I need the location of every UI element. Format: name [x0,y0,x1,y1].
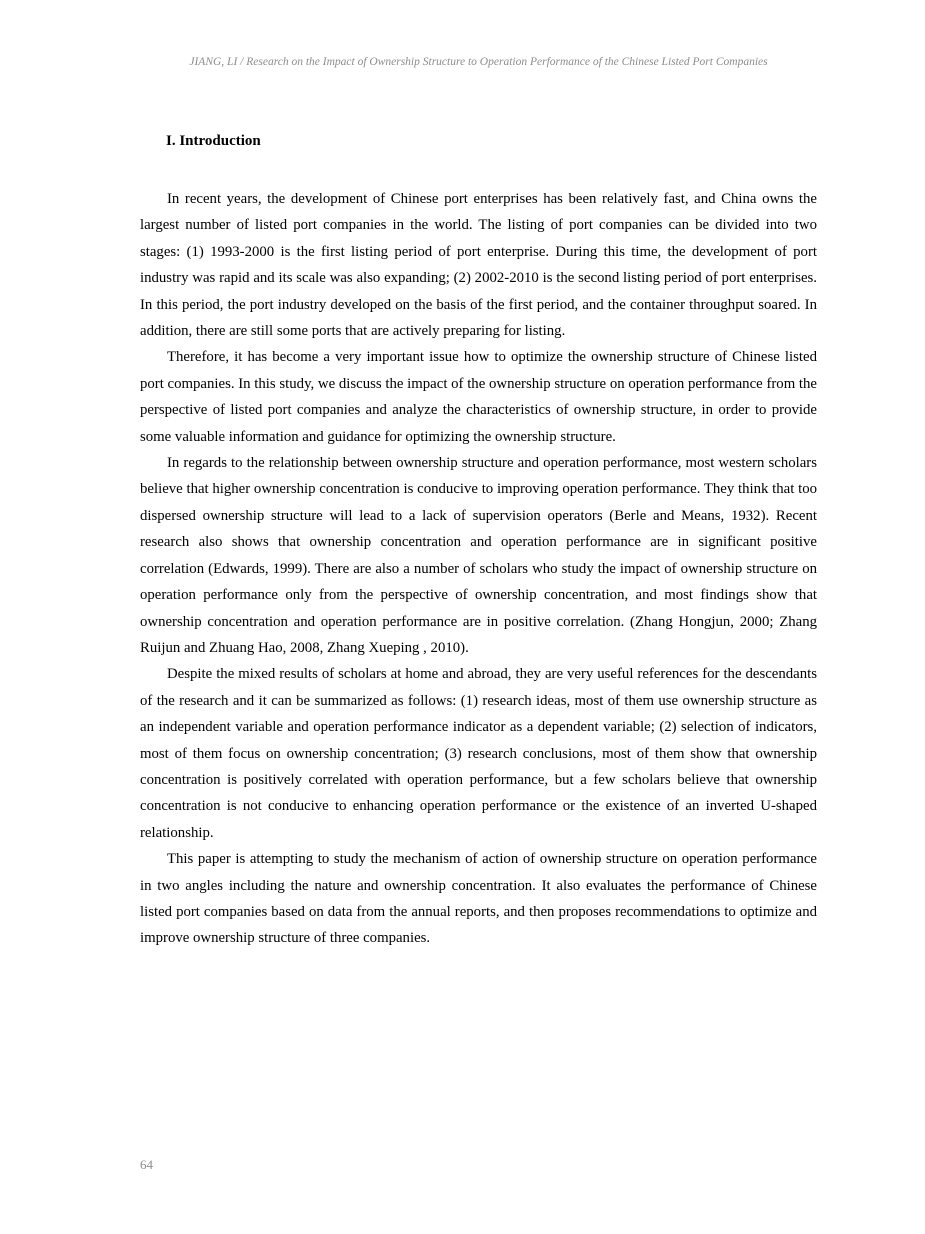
paragraph-1: In recent years, the development of Chinese port enterprises has been relatively fast, and China owns the largest number of listed port companies in the world. The listing of port companies can be divided into two stages: (1) 1993-2000 is the first listing period of port enterprise. During this time, the development of port industry was rapid and its scale was also expanding; (2) 2002-2010 is the second listing period of port enterprises. In this period, the port industry developed on the basis of the first period, and the container throughput soared. In addition, there are still some ports that are actively preparing for listing. [140,191,817,340]
paragraph-5: This paper is attempting to study the mechanism of action of ownership structure on operation performance in two angles including the nature and ownership concentration. It also evaluates the performance of Chinese listed port companies based on data from the annual reports, and then proposes recommendations to optimize and improve ownership structure of three companies. [140,851,817,947]
running-header: JIANG, LI / Research on the Impact of Ownership Structure to Operation Performance of the Chinese Listed Port Companies [189,56,768,68]
paragraph-3: In regards to the relationship between ownership structure and operation performance, most western scholars believe that higher ownership concentration is conducive to improving operation performance. They think that too dispersed ownership structure will lead to a lack of supervision operators (Berle and Means, 1932). Recent research also shows that ownership concentration and operation performance are in significant positive correlation (Edwards, 1999). There are also a number of scholars who study the impact of ownership structure on operation performance only from the perspective of ownership concentration, and most findings show that ownership concentration and operation performance are in positive correlation. (Zhang Hongjun, 2000; Zhang Ruijun and Zhuang Hao, 2008, Zhang Xueping , 2010). [140,455,817,656]
body-text [140,186,817,952]
paragraph-4: Despite the mixed results of scholars at home and abroad, they are very useful references for the descendants of the research and it can be summarized as follows: (1) research ideas, most of them use ownership structure as an independent variable and operation performance indicator as a dependent variable; (2) selection of indicators, most of them focus on ownership concentration; (3) research conclusions, most of them show that ownership concentration is positively correlated with operation performance, but a few scholars believe that ownership concentration is not conducive to enhancing operation performance or the existence of an inverted U-shaped relationship. [140,666,817,841]
paragraph-2: Therefore, it has become a very important issue how to optimize the ownership structure of Chinese listed port companies. In this study, we discuss the impact of the ownership structure on operation performance from the perspective of listed port companies and analyze the characteristics of ownership structure, in order to provide some valuable information and guidance for optimizing the ownership structure. [140,349,817,445]
section-heading: I. Introduction [166,133,261,149]
page-content [140,131,817,952]
page-number: 64 [140,1157,153,1172]
